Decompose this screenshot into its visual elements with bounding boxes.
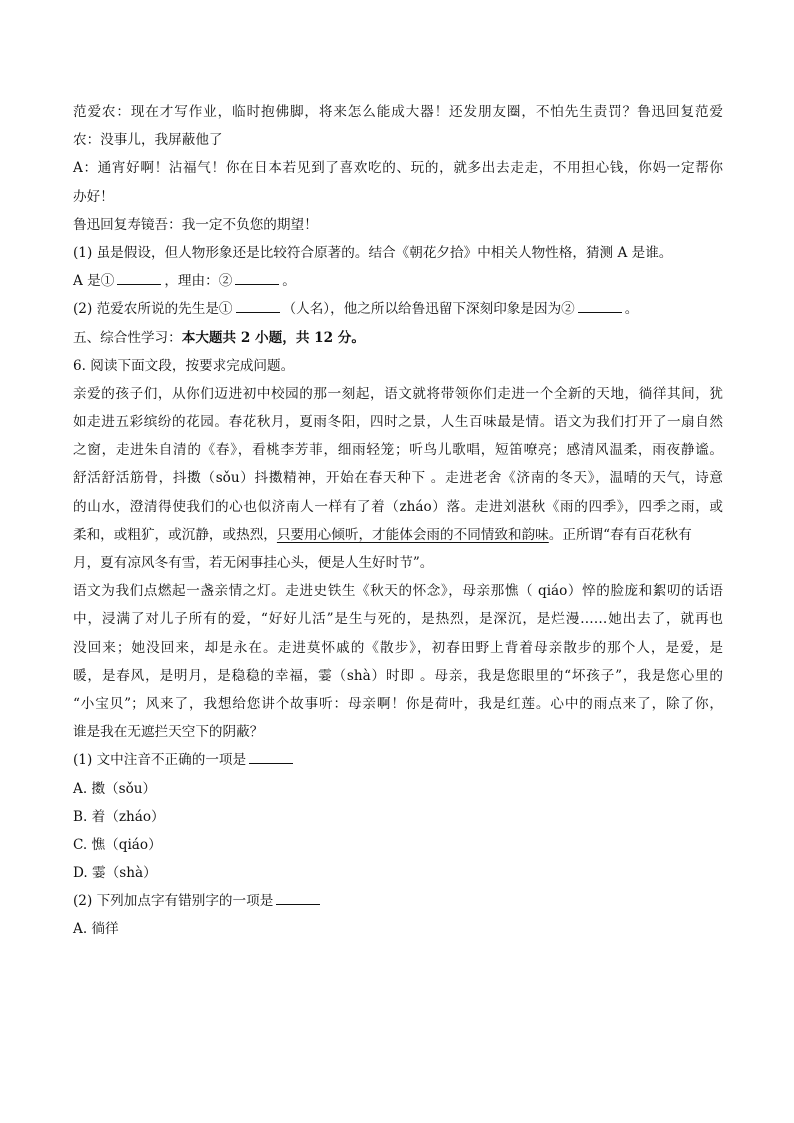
passage-line: 中，浸满了对儿子所有的爱，“好好儿活”是生与死的，是热烈，是深沉，是烂漫……她出去了，就再也 — [73, 611, 723, 628]
dialogue-line: 农：没事儿，我屏蔽他了 — [73, 132, 223, 149]
option-c[interactable]: C. 憔（qiáo） — [73, 836, 162, 853]
option-a[interactable]: A. 徜徉 — [73, 921, 119, 938]
answer-blank[interactable] — [249, 751, 293, 764]
question-6-2 — [73, 887, 723, 915]
question-text: 。 — [624, 301, 639, 318]
dialogue-line: 鲁迅回复寿镜吾：我一定不负您的期望！ — [73, 216, 318, 233]
option-a[interactable]: A. 擞（sǒu） — [73, 780, 157, 797]
question-6-1 — [73, 746, 723, 774]
passage-line: 没回来；她没回来，却是永在。走进莫怀戚的《散步》，初春田野上背着母亲散步的那个人，是爱，是 — [73, 639, 723, 656]
dialogue-line: 范爱农：现在才写作业，临时抱佛脚，将来怎么能成大器！还发朋友圈，不怕先生责罚？鲁迅回复范爱 — [73, 104, 723, 120]
question-5-1: (1) 虽是假设，但人物形象还是比较符合原著的。结合《朝花夕拾》中相关人物性格，猜测 A 是谁。 — [73, 244, 673, 261]
document-page — [73, 98, 723, 944]
passage-line: 暖，是春风，是明月，是稳稳的幸福，霎（shà）时即 。母亲，我是您眼里的“坏孩子”，我是您心里的 — [73, 667, 723, 684]
answer-blank[interactable] — [578, 300, 622, 313]
answer-blank[interactable] — [276, 892, 320, 905]
underlined-sentence: 只要用心倾听，才能体会雨的不同情致和韵味 — [276, 526, 549, 543]
option-b[interactable]: B. 着（zháo） — [73, 808, 165, 825]
question-text: （人名），他之所以给鲁迅留下深刻印象是因为② — [282, 301, 575, 318]
dialogue-line: A：通宵好啊！沾福气！你在日本若见到了喜欢吃的、玩的，就多出去走走，不用担心钱，你妈一定帮你 — [73, 160, 723, 177]
section-heading — [73, 324, 723, 352]
question-text: (1) 文中注音不正确的一项是 — [73, 752, 247, 769]
answer-prefix: A 是① — [73, 273, 115, 290]
section-score: 本大题共 2 小题，共 12 分。 — [181, 329, 365, 346]
section-title: 五、综合性学习： — [73, 329, 182, 346]
passage-line — [73, 521, 723, 549]
passage-line: 月，夏有凉风冬有雪，若无闲事挂心头，便是人生好时节”。 — [73, 555, 434, 571]
question-6-intro: 6. 阅读下面文段，按要求完成问题。 — [73, 357, 295, 374]
passage-text: 柔和，或粗犷，或沉静，或热烈， — [73, 526, 277, 543]
question-text: (2) 范爱农所说的先生是① — [73, 301, 233, 318]
passage-line: 语文为我们点燃起一盏亲情之灯。走进史铁生《秋天的怀念》，母亲那憔（ qiáo）悴的脸庞和絮叨的话语 — [73, 583, 723, 600]
answer-end: 。 — [282, 273, 296, 290]
passage-line: 谁是我在无遮拦天空下的阴蔽？ — [73, 724, 264, 741]
answer-blank[interactable] — [235, 272, 279, 285]
passage-text: 。正所谓“春有百花秋有 — [548, 526, 692, 543]
passage-line: 亲爱的孩子们，从你们迈进初中校园的那一刻起，语文就将带领你们走进一个全新的天地，徜徉其间，犹 — [73, 385, 723, 402]
passage-line: 之窗，走进朱自清的《春》，看桃李芳菲，细雨轻笼；听鸟儿歌唱，短笛嘹亮；感清风温柔，雨夜静谧。 — [73, 442, 723, 459]
passage-line: 舒活舒活筋骨，抖擞（sǒu）抖擞精神，开始在春天种下 。走进老舍《济南的冬天》，温晴的天气，诗意 — [73, 470, 723, 487]
option-d[interactable]: D. 霎（shà） — [73, 865, 157, 882]
passage-line: 如走进五彩缤纷的花园。春花秋月，夏雨冬阳，四时之景，人生百味最是情。语文为我们打开了一扇自然 — [73, 414, 723, 431]
question-text: (2) 下列加点字有错别字的一项是 — [73, 893, 274, 910]
answer-blank[interactable] — [117, 272, 161, 285]
question-5-1-answer — [73, 267, 723, 295]
answer-reason-label: ，理由：② — [164, 273, 233, 290]
passage-line: “小宝贝”；风来了，我想给您讲个故事听：母亲啊！你是荷叶，我是红莲。心中的雨点来了，除了你， — [73, 695, 723, 712]
passage-line: 的山水，澄清得使我们的心也似济南人一样有了着（zháo）落。走进刘湛秋《雨的四季》，四季之雨，或 — [73, 498, 723, 515]
answer-blank[interactable] — [236, 300, 280, 313]
question-5-2 — [73, 295, 723, 323]
dialogue-line: 办好！ — [73, 188, 114, 205]
